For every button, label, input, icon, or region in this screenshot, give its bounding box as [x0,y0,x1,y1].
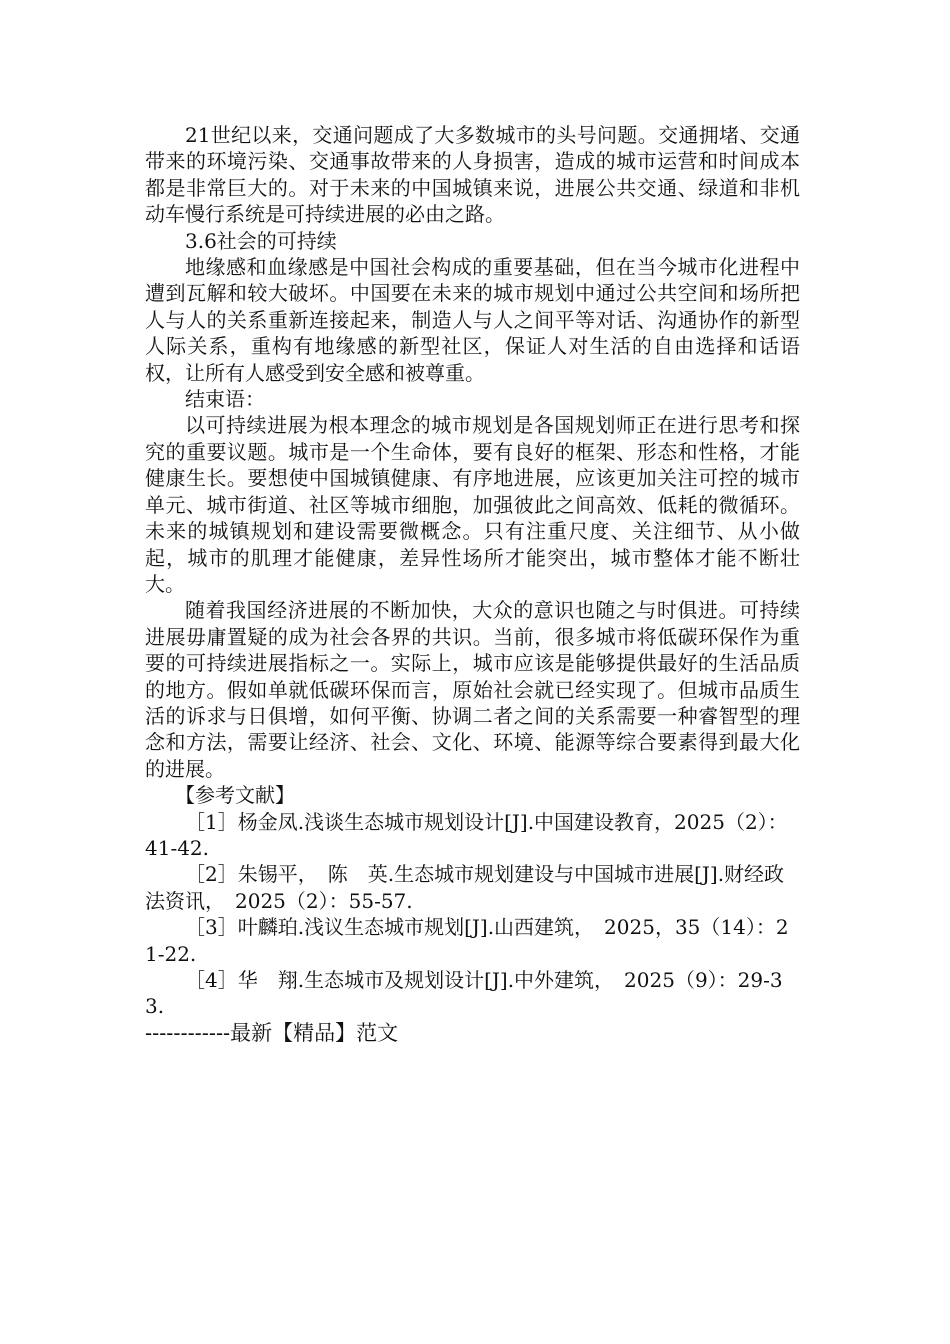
paragraph-development: 随着我国经济进展的不断加快，大众的意识也随之与时俱进。可持续进展毋庸置疑的成为社会各界的共识。当前，很多城市将低碳环保作为重要的可持续进展指标之一。实际上，城市应该是能够提供最好的生活品质的地方。假如单就低碳环保而言，原始社会就已经实现了。但城市品质生活的诉求与日俱增，如何平衡、协调二者之间的关系需要一种睿智型的理念和方法，需要让经济、社会、文化、环境、能源等综合要素得到最大化的进展。 [145,598,800,781]
document-body [145,122,800,1020]
section-heading-social: 3.6社会的可持续 [185,228,337,253]
reference-item: ［4］华 翔.生态城市及规划设计[J].中外建筑， 2025（9）：29-33. [145,968,783,1019]
section-heading-conclusion: 结束语： [185,387,265,412]
reference-item: ［3］叶麟珀.浅议生态城市规划[J].山西建筑， 2025，35（14）：21-22. [145,915,789,966]
reference-item: ［1］杨金凤.浅谈生态城市规划设计[J].中国建设教育，2025（2）：41-42. [145,809,788,860]
reference-item: ［2］朱锡平， 陈 英.生态城市规划建设与中国城市进展[J].财经政法资讯， 2025（2）：55-57. [145,862,785,913]
paragraph-conclusion: 以可持续进展为根本理念的城市规划是各国规划师正在进行思考和探究的重要议题。城市是一个生命体，要有良好的框架、形态和性格，才能健康生长。要想使中国城镇健康、有序地进展，应该更加关注可控的城市单元、城市街道、社区等城市细胞，加强彼此之间高效、低耗的微循环。未来的城镇规划和建设需要微概念。只有注重尺度、关注细节、从小做起，城市的肌理才能健康，差异性场所才能突出，城市整体才能不断壮大。 [145,413,800,596]
footer-text: ------------最新【精品】范文 [145,1021,399,1045]
paragraph-social: 地缘感和血缘感是中国社会构成的重要基础，但在当今城市化进程中遭到瓦解和较大破坏。中国要在未来的城市规划中通过公共空间和场所把人与人的关系重新连接起来，制造人与人之间平等对话、沟通协作的新型人际关系，重构有地缘感的新型社区，保证人对生活的自由选择和话语权，让所有人感受到安全感和被尊重。 [145,255,800,385]
paragraph-transport: 21世纪以来，交通问题成了大多数城市的头号问题。交通拥堵、交通带来的环境污染、交通事故带来的人身损害，造成的城市运营和时间成本都是非常巨大的。对于未来的中国城镇来说，进展公共交通、绿道和非机动车慢行系统是可持续进展的必由之路。 [145,123,800,227]
references-title: 【参考文献】 [175,783,295,808]
